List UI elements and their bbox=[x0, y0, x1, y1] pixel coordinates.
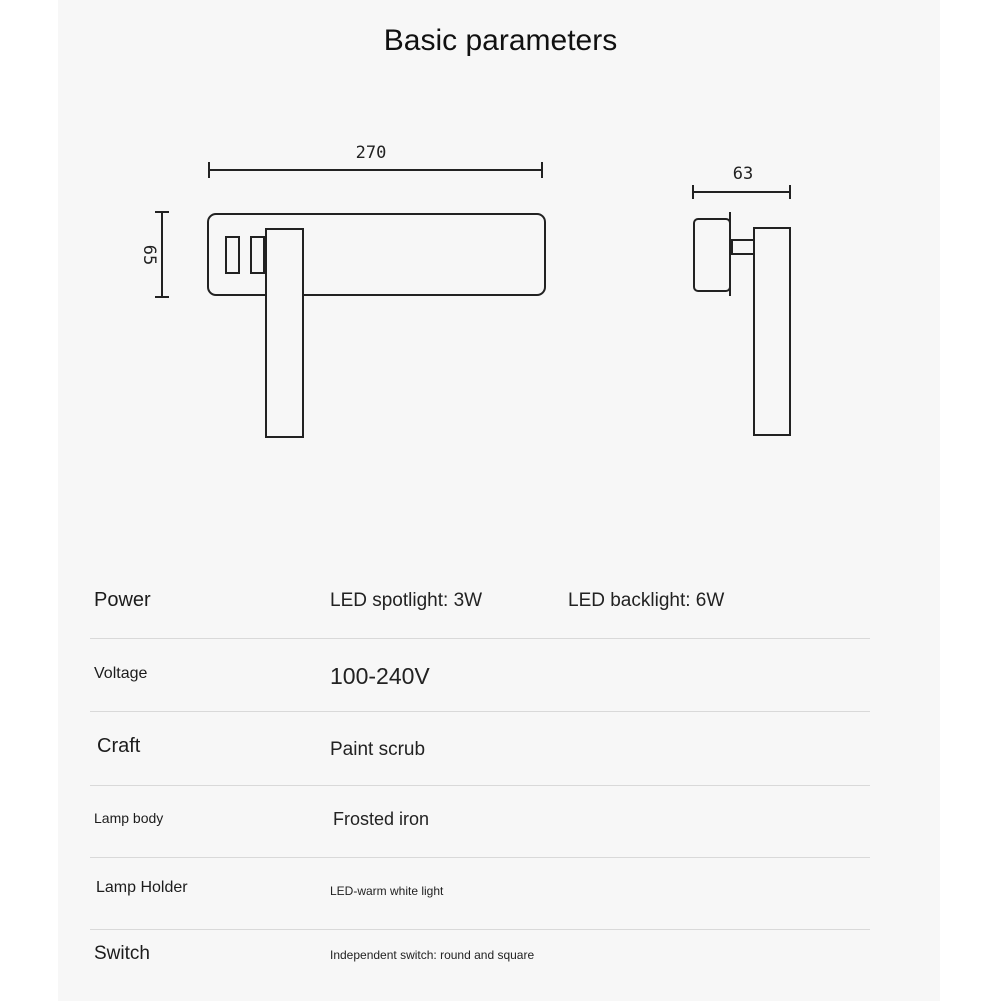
front-height-label: 65 bbox=[139, 244, 159, 266]
param-label: Power bbox=[94, 589, 151, 611]
param-label: Switch bbox=[94, 943, 150, 964]
param-label: Craft bbox=[97, 735, 141, 757]
param-value: Independent switch: round and square bbox=[330, 948, 535, 962]
param-value-secondary: LED backlight: 6W bbox=[568, 590, 725, 611]
switch-round bbox=[226, 237, 239, 273]
param-row-craft bbox=[90, 711, 870, 786]
front-width-label: 270 bbox=[355, 143, 387, 163]
front-arm bbox=[266, 229, 303, 437]
param-row-switch bbox=[90, 929, 870, 1001]
side-depth-label: 63 bbox=[732, 164, 754, 184]
param-label: Lamp Holder bbox=[96, 879, 188, 896]
front-bar bbox=[208, 214, 545, 295]
page-title: Basic parameters bbox=[383, 24, 618, 57]
side-joint bbox=[732, 240, 754, 254]
param-label: Lamp body bbox=[94, 810, 164, 826]
param-value: Paint scrub bbox=[330, 739, 426, 760]
side-view bbox=[693, 185, 790, 435]
param-row-lamp-body bbox=[90, 785, 870, 858]
side-arm bbox=[754, 228, 790, 435]
param-value: 100-240V bbox=[330, 663, 430, 689]
param-row-voltage bbox=[90, 638, 870, 712]
switch-square bbox=[251, 237, 264, 273]
param-value: LED-warm white light bbox=[330, 884, 444, 898]
front-view bbox=[155, 162, 545, 437]
param-row-power bbox=[90, 568, 870, 639]
side-lamp-head bbox=[694, 219, 730, 291]
param-row-lamp-holder bbox=[90, 857, 870, 930]
param-value: Frosted iron bbox=[333, 809, 430, 829]
param-value: LED spotlight: 3W bbox=[330, 590, 483, 611]
param-label: Voltage bbox=[94, 665, 148, 682]
